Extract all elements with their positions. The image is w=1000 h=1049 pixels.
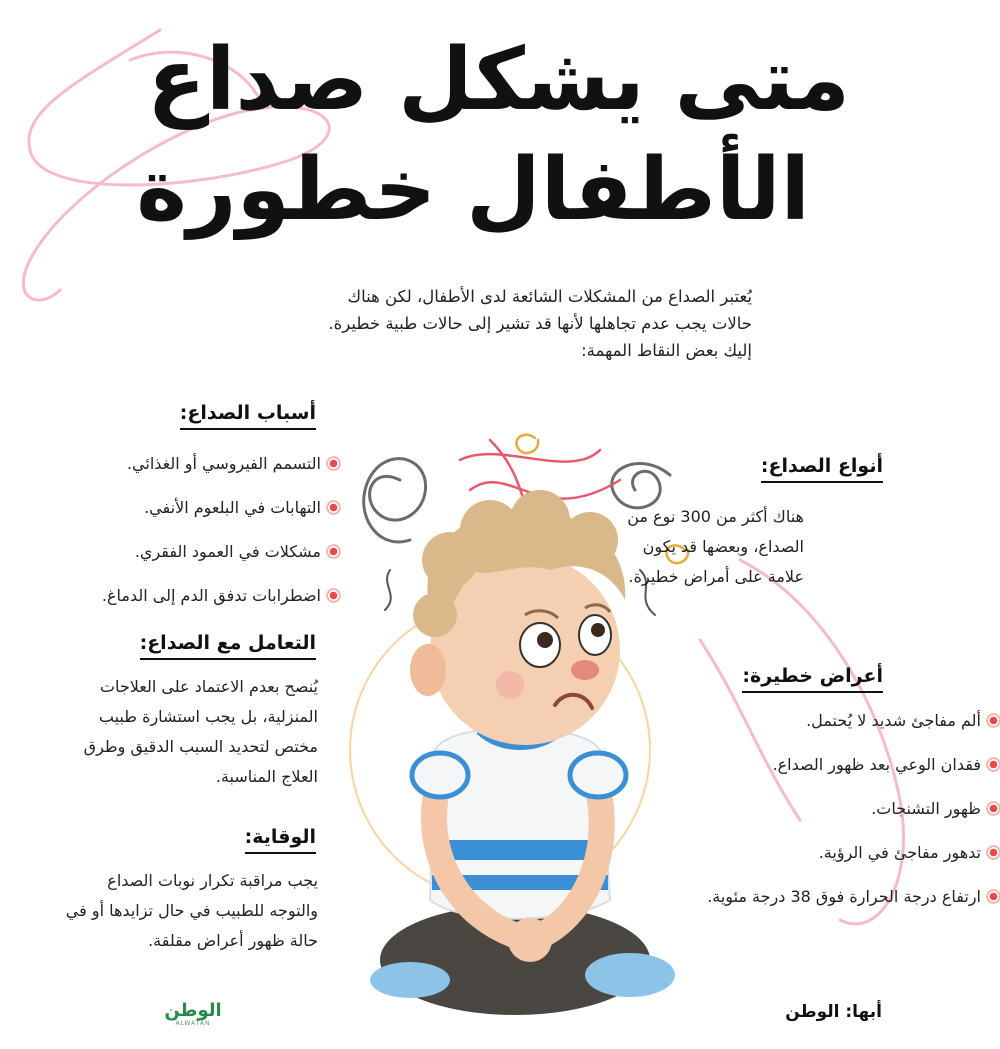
list-item: مشكلات في العمود الفقري. [102,529,340,573]
list-item: اضطرابات تدفق الدم إلى الدماغ. [102,573,340,617]
types-line: هناك أكثر من 300 نوع من [627,507,804,526]
logo-arabic-text: الوطن [164,1000,222,1021]
list-item: ألم مفاجئ شديد لا يُحتمل. [707,698,1000,742]
bullet-icon [987,714,1000,727]
alwatan-logo [160,1002,226,1030]
intro-line: حالات يجب عدم تجاهلها لأنها قد تشير إلى حالات طبية خطيرة. [328,314,752,333]
list-item: التهابات في البلعوم الأنفي. [102,485,340,529]
list-item: تدهور مفاجئ في الرؤية. [707,830,1000,874]
causes-list [102,441,340,617]
bullet-icon [987,846,1000,859]
types-line: الصداع، وبعضها قد يكون [642,537,804,556]
intro-line: يُعتبر الصداع من المشكلات الشائعة لدى الأطفال، لكن هناك [347,287,752,306]
page-title-line-2: الأطفال خطورة [136,140,810,240]
source-credit: أبها: الوطن [785,1002,882,1022]
intro-line: إليك بعض النقاط المهمة: [581,341,752,360]
list-item: التسمم الفيروسي أو الغذائي. [102,441,340,485]
types-heading: أنواع الصداع: [761,455,883,483]
types-paragraph [627,502,804,592]
prevention-line: يجب مراقبة تكرار نوبات الصداع [107,871,318,890]
bullet-icon [987,802,1000,815]
symptoms-heading: أعراض خطيرة: [742,665,883,693]
prevention-line: والتوجه للطبيب في حال تزايدها أو في [65,901,318,920]
dealing-heading: التعامل مع الصداع: [140,632,316,660]
bullet-icon [327,501,340,514]
causes-heading: أسباب الصداع: [180,402,316,430]
dealing-line: يُنصح بعدم الاعتماد على العلاجات [99,677,318,696]
prevention-paragraph [66,866,318,956]
prevention-heading: الوقاية: [245,826,316,854]
symptoms-list [707,698,1000,918]
list-item: ارتفاع درجة الحرارة فوق 38 درجة مئوية. [707,874,1000,918]
types-line: علامة على أمراض خطيرة. [628,567,804,586]
dealing-line: المنزلية، بل يجب استشارة طبيب [98,707,318,726]
page-title-line-1: متى يشكل صداع [147,30,850,130]
bullet-icon [987,758,1000,771]
dealing-paragraph [84,672,318,792]
intro-paragraph [282,283,752,364]
prevention-line: حالة ظهور أعراض مقلقة. [148,931,318,950]
list-item: فقدان الوعي بعد ظهور الصداع. [707,742,1000,786]
bullet-icon [327,589,340,602]
list-item: ظهور التشنجات. [707,786,1000,830]
dealing-line: مختص لتحديد السبب الدقيق وطرق [83,737,318,756]
dealing-line: العلاج المناسبة. [215,767,318,786]
logo-english-text: ALWATAN [175,1020,211,1027]
bullet-icon [987,890,1000,903]
bullet-icon [327,457,340,470]
bullet-icon [327,545,340,558]
